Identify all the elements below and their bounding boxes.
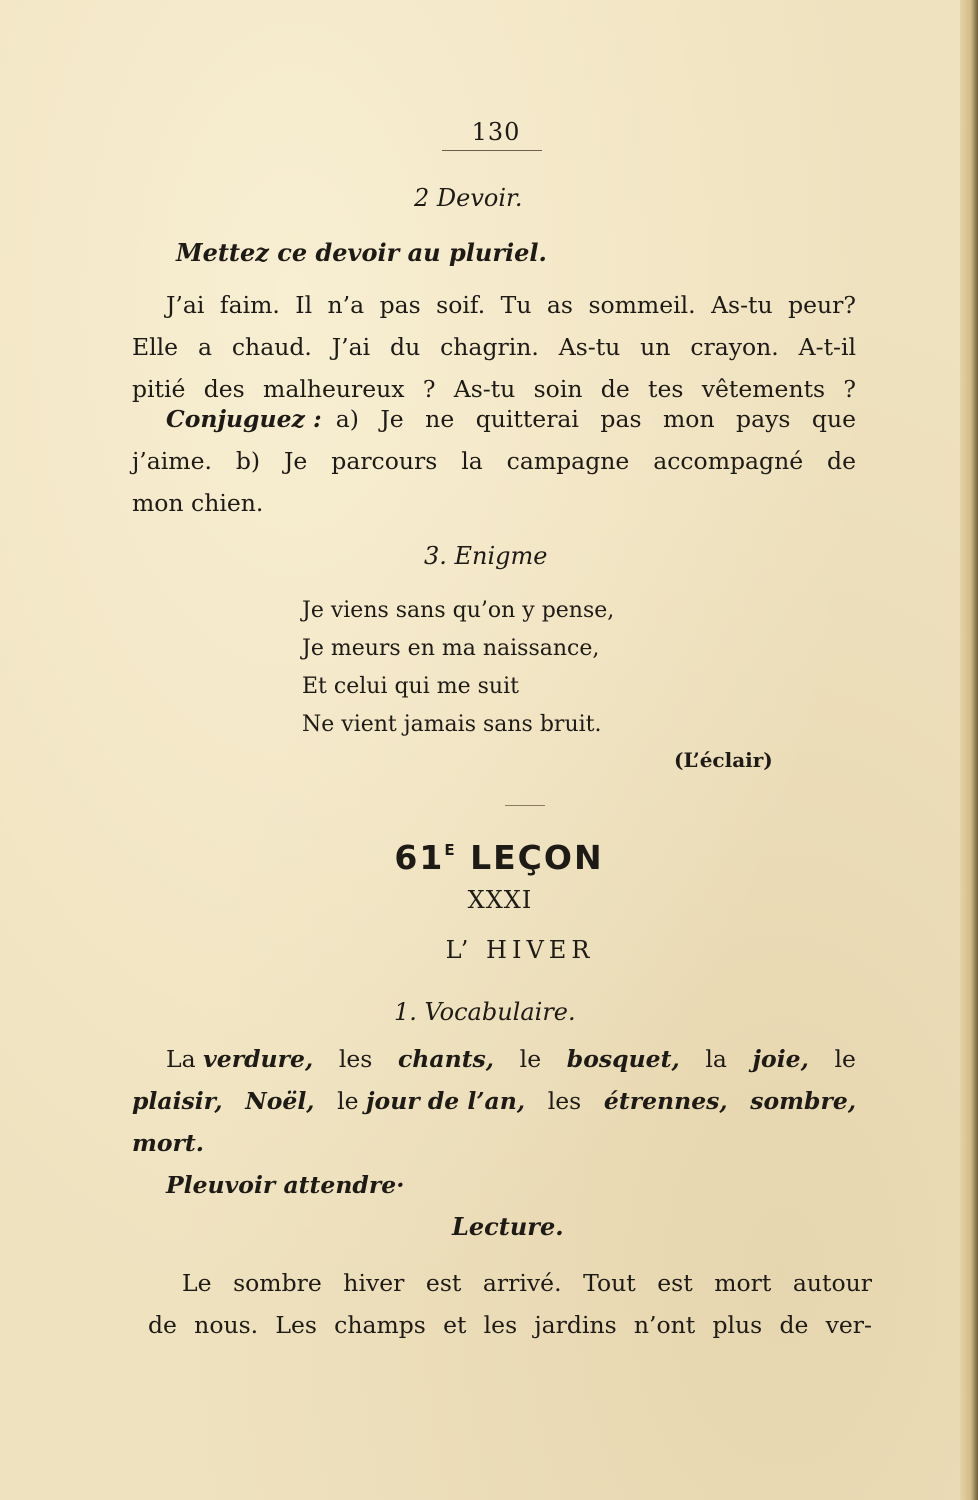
devoir-line: J’ai faim. Il n’a pas soif. Tu as sommeil. As-tu peur? (166, 291, 856, 319)
lecture-paragraph (148, 1262, 872, 1346)
enigme-answer: (L’éclair) (674, 748, 773, 772)
devoir-line: Elle a chaud. J’ai du chagrin. As-tu un crayon. A-t-il (132, 333, 856, 361)
vocab-term: mort. (132, 1129, 204, 1157)
poem-line: Ne vient jamais sans bruit. (302, 712, 602, 737)
vocab-word: le (337, 1087, 359, 1115)
poem-line: Je viens sans qu’on y pense, (302, 598, 615, 623)
vocabulaire-paragraph (132, 1038, 856, 1206)
vocab-word: les (338, 1045, 373, 1073)
lesson-number: 61 (394, 838, 445, 877)
vocab-term: bosquet, (566, 1045, 680, 1073)
vocab-term: joie, (752, 1045, 809, 1073)
vocab-word: les (547, 1087, 582, 1115)
vocab-term: plaisir, (132, 1087, 223, 1115)
conjuguez-text: a) Je ne quitterai pas mon pays que (335, 405, 856, 433)
vocab-term: sombre, (750, 1087, 856, 1115)
vocab-line (132, 1122, 856, 1164)
page-number-rule (442, 150, 542, 151)
lesson-word: LEÇON (470, 838, 604, 877)
conjuguez-paragraph (132, 398, 856, 524)
section-divider (505, 805, 545, 806)
vocabulaire-heading: 1. Vocabulaire. (394, 998, 576, 1026)
vocab-term: jour de l’an, (366, 1087, 526, 1115)
vocab-term: étrennes, (603, 1087, 728, 1115)
vocab-verbs (132, 1164, 856, 1206)
lesson-roman: XXXI (467, 886, 533, 914)
vocab-term: chants, (398, 1045, 494, 1073)
vocab-line (132, 1080, 856, 1122)
page-edge (960, 0, 978, 1500)
vocab-term: Noël, (245, 1087, 315, 1115)
vocab-word: le (834, 1045, 856, 1073)
lecture-line: Le sombre hiver est arrivé. Tout est mort autour (182, 1269, 872, 1297)
poem-line: Et celui qui me suit (302, 674, 519, 699)
lecture-line: de nous. Les champs et les jardins n’ont plus de ver- (148, 1311, 872, 1339)
conjuguez-label: Conjuguez : (166, 405, 322, 433)
page-number: 130 (471, 118, 521, 146)
vocab-word: La (166, 1045, 196, 1073)
poem-line: Je meurs en ma naissance, (302, 636, 600, 661)
lesson-title (368, 838, 630, 877)
vocab-word: le (519, 1045, 542, 1073)
devoir-paragraph (132, 284, 856, 410)
conjuguez-line: mon chien. (132, 489, 264, 517)
vocab-verbs-text: Pleuvoir attendre· (166, 1171, 405, 1199)
lesson-number-suffix: E (444, 841, 457, 859)
vocab-term: verdure, (203, 1045, 314, 1073)
conjuguez-line (132, 398, 856, 440)
vocab-word: la (705, 1045, 727, 1073)
lecture-heading: Lecture. (452, 1212, 564, 1241)
conjuguez-line: j’aime. b) Je parcours la campagne accompagné de (132, 447, 856, 475)
enigme-poem (302, 592, 614, 744)
vocab-line (132, 1038, 856, 1080)
devoir-heading: 2 Devoir. (414, 184, 523, 212)
devoir-instruction: Mettez ce devoir au pluriel. (176, 238, 547, 267)
enigme-heading: 3. Enigme (424, 542, 548, 570)
lesson-topic: L’ HIVER (445, 936, 595, 964)
devoir-line: pitié des malheureux ? As-tu soin de tes vêtements ? (132, 375, 856, 403)
